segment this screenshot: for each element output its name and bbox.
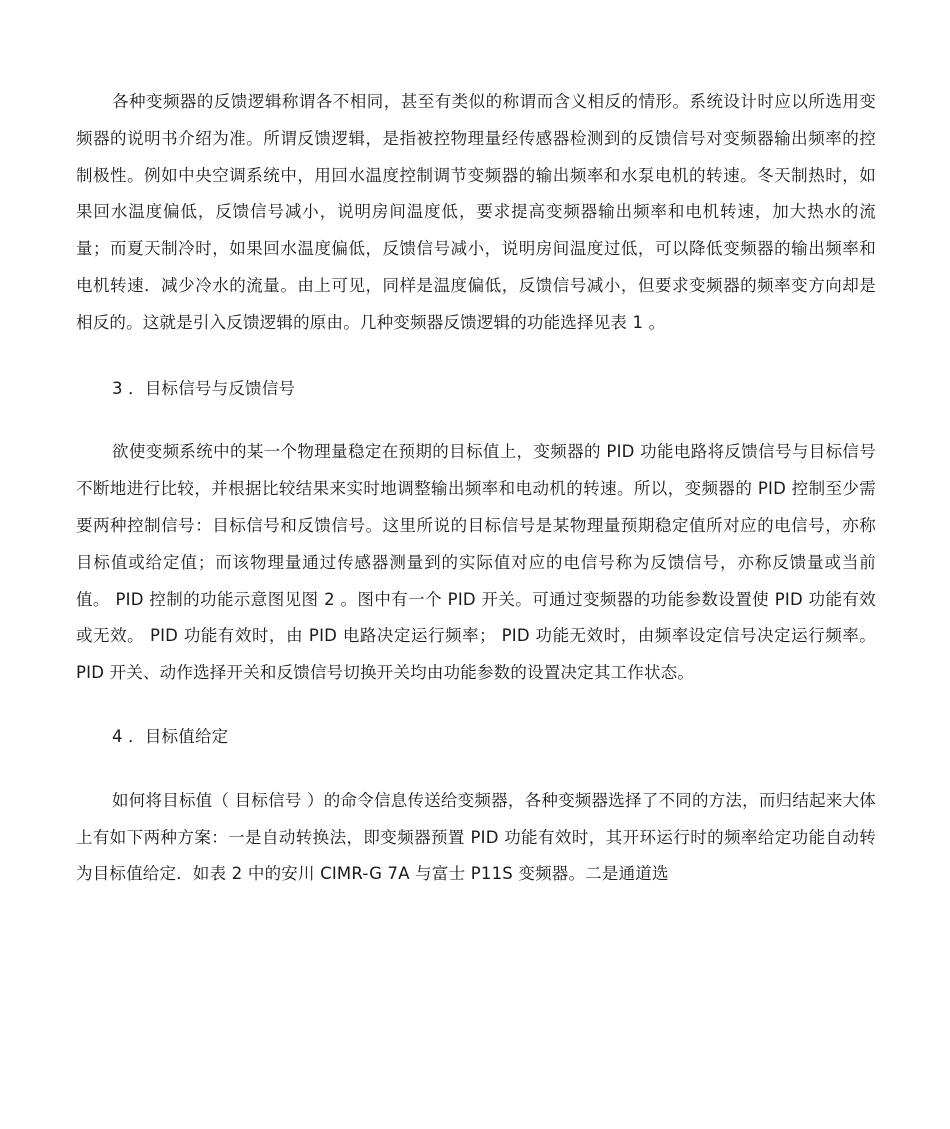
spacer	[76, 692, 876, 719]
paragraph-target-feedback-signal: 欲使变频系统中的某一个物理量稳定在预期的目标值上，变频器的 PID 功能电路将反馈信号与目标信号不断地进行比较，并根据比较结果来实时地调整输出频率和电动机的转速。所以，变频器的 PID 控制至少需要两种控制信号：目标信号和反馈信号。这里所说的目标信号是某物理量预期稳定值所对应的电信号，亦称目标值或给定值；而该物理量通过传感器测量到的实际值对应的电信号称为反馈信号，亦称反馈量或当前值。 PID 控制的功能示意图见图 2 。图中有一个 PID 开关。可通过变频器的功能参数设置使 PID 功能有效或无效。 PID 功能有效时，由 PID 电路决定运行频率； PID 功能无效时，由频率设定信号决定运行频率。 PID 开关、动作选择开关和反馈信号切换开关均由功能参数的设置决定其工作状态。	[76, 442, 876, 683]
section-heading-4: 4 ．目标值给定	[112, 726, 229, 746]
spacer	[76, 342, 876, 371]
document-page	[76, 84, 876, 893]
paragraph-target-value-setting: 如何将目标值（ 目标信号 ）的命令信息传送给变频器，各种变频器选择了不同的方法，而归结起来大体上有如下两种方案：一是自动转换法，即变频器预置 PID 功能有效时，其开环运行时的频率给定功能自动转为目标值给定．如表 2 中的安川 CIMR-G 7A 与富士 P11S 变频器。二是通道选	[76, 790, 876, 884]
section-heading-3: 3 ．目标信号与反馈信号	[112, 378, 296, 398]
spacer	[76, 756, 876, 783]
spacer	[76, 407, 876, 434]
paragraph-feedback-logic: 各种变频器的反馈逻辑称谓各不相同，甚至有类似的称谓而含义相反的情形。系统设计时应以所选用变频器的说明书介绍为准。所谓反馈逻辑，是指被控物理量经传感器检测到的反馈信号对变频器输出频率的控制极性。例如中央空调系统中，用回水温度控制调节变频器的输出频率和水泵电机的转速。冬天制热时，如果回水温度偏低，反馈信号减小，说明房间温度低，要求提高变频器输出频率和电机转速，加大热水的流量；而夏天制冷时，如果回水温度偏低，反馈信号减小，说明房间温度过低，可以降低变频器的输出频率和电机转速．减少冷水的流量。由上可见，同样是温度偏低，反馈信号减小，但要求变频器的频率变方向却是相反的。这就是引入反馈逻辑的原由。几种变频器反馈逻辑的功能选择见表 1 。	[76, 92, 876, 332]
